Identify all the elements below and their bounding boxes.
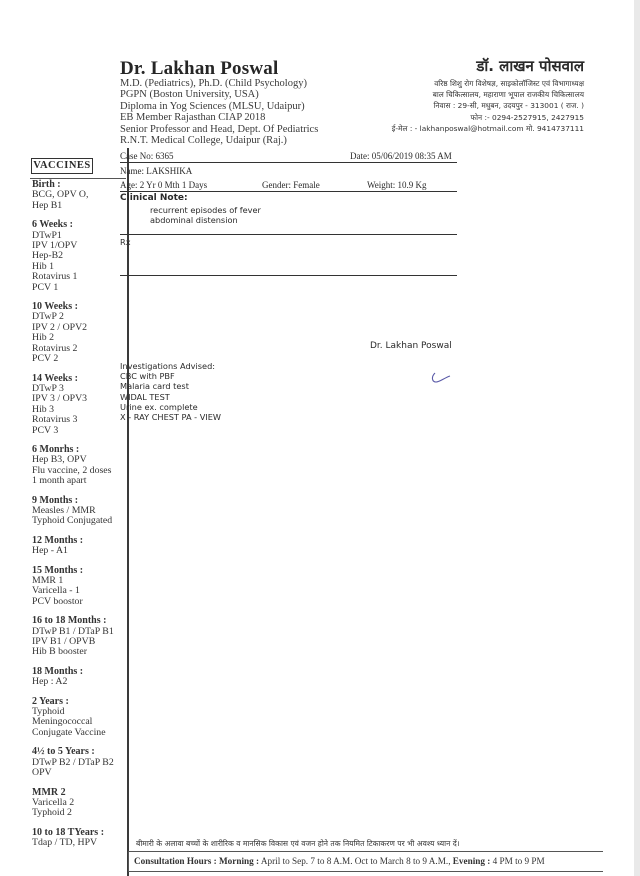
vaccine-group-heading: 14 Weeks : bbox=[32, 372, 78, 384]
vaccine-item: Typhoid bbox=[32, 706, 65, 718]
vaccine-item: Rotavirus 3 bbox=[32, 414, 78, 426]
vaccine-item: DTwP 2 bbox=[32, 311, 64, 323]
vaccine-item: Hep B1 bbox=[32, 199, 63, 211]
vaccine-item: Hib 3 bbox=[32, 403, 55, 415]
hindi-line: ई-मेल : - lakhanposwal@hotmail.com मो. 9414737111 bbox=[391, 123, 584, 133]
patient-weight: Weight: 10.9 Kg bbox=[367, 180, 427, 190]
vaccine-group bbox=[32, 302, 127, 364]
vaccine-item: DTwP 3 bbox=[32, 382, 64, 394]
vaccine-item: Hib B booster bbox=[32, 646, 87, 658]
vaccine-item: PCV boostor bbox=[32, 595, 83, 607]
vaccine-item: Varicella 2 bbox=[32, 796, 75, 808]
vaccine-item: PCV 2 bbox=[32, 353, 59, 365]
vaccine-group bbox=[32, 616, 127, 658]
patient-age: Age: 2 Yr 0 Mth 1 Days bbox=[120, 180, 208, 190]
vaccine-item: Rotavirus 1 bbox=[32, 271, 78, 283]
divider bbox=[120, 275, 457, 276]
investigation-item: X - RAY CHEST PA - VIEW bbox=[120, 412, 221, 423]
page-edge bbox=[634, 0, 640, 876]
vaccine-item: BCG, OPV O, bbox=[32, 189, 89, 201]
vaccine-group-heading: 6 Monrhs : bbox=[32, 443, 80, 455]
hindi-address-block bbox=[392, 78, 584, 134]
vaccine-item: MMR 1 bbox=[32, 575, 64, 586]
investigation-item: Urine ex. complete bbox=[120, 401, 198, 412]
patient-name: Name: LAKSHIKA bbox=[120, 166, 193, 176]
vaccine-group bbox=[32, 566, 127, 608]
vaccine-group-heading: Birth : bbox=[32, 179, 61, 190]
rx-label: Rx bbox=[120, 237, 131, 247]
vaccine-group bbox=[32, 180, 127, 211]
signature-name: Dr. Lakhan Poswal bbox=[370, 341, 452, 351]
hindi-line: बाल चिकित्सालय, महाराणा भूपाल राजकीय चिकित्सालय bbox=[432, 90, 584, 100]
credential-line: EB Member Rajasthan CIAP 2018 bbox=[120, 112, 266, 124]
evening-label: Evening : bbox=[452, 856, 491, 866]
vaccine-item: Flu vaccine, 2 doses bbox=[32, 464, 112, 476]
vaccine-schedule bbox=[32, 180, 127, 858]
vaccine-item: Hib 1 bbox=[32, 260, 55, 272]
vaccine-group-heading: 16 to 18 Months : bbox=[32, 615, 107, 627]
vaccine-group bbox=[32, 536, 127, 557]
vaccine-item: Rotavirus 2 bbox=[32, 342, 78, 354]
hindi-line: वरिष्ठ शिशु रोग विशेषज्ञ, साइकोलॉजिस्ट एवं विभागाध्यक्ष bbox=[434, 79, 584, 88]
vaccine-item: IPV B1 / OPVB bbox=[32, 636, 96, 648]
signature-mark bbox=[428, 368, 456, 388]
vaccine-item: DTwP B2 / DTaP B2 bbox=[32, 756, 114, 768]
vaccine-group bbox=[32, 220, 127, 293]
hindi-line: निवास : 29-सी, मधुबन, उदयपुर - 313001 ( राज. ) bbox=[433, 101, 584, 111]
credential-line: M.D. (Pediatrics), Ph.D. (Child Psychology) bbox=[120, 78, 307, 89]
investigations bbox=[120, 361, 221, 422]
case-number: Case No: 6365 bbox=[120, 151, 174, 161]
vaccine-item: DTwP B1 / DTaP B1 bbox=[32, 625, 114, 637]
investigation-item: WIDAL TEST bbox=[120, 391, 170, 402]
vaccine-item: Measles / MMR bbox=[32, 504, 96, 516]
vaccine-item: Typhoid 2 bbox=[32, 807, 72, 819]
vaccine-group-heading: MMR 2 bbox=[32, 786, 66, 798]
vaccine-item: Tdap / TD, HPV bbox=[32, 837, 98, 849]
vaccines-title: VACCINES bbox=[31, 158, 93, 174]
vaccine-group bbox=[32, 445, 127, 487]
evening-hours: 4 PM to 9 PM bbox=[492, 856, 545, 866]
vaccine-item: Hep : A2 bbox=[32, 676, 68, 688]
vaccine-group bbox=[32, 374, 127, 436]
vaccine-item: Hep B3, OPV bbox=[32, 454, 87, 466]
doctor-name-hindi: डॉ. लाखन पोसवाल bbox=[476, 57, 584, 75]
vaccine-item: Hep - A1 bbox=[32, 545, 68, 557]
vaccine-item: Meningococcal bbox=[32, 716, 93, 728]
vaccine-item: DTwP1 bbox=[32, 229, 62, 241]
doctor-name: Dr. Lakhan Poswal bbox=[120, 58, 279, 79]
vaccine-group bbox=[32, 788, 127, 819]
vaccine-group bbox=[32, 496, 127, 527]
vaccine-group-heading: 10 Weeks : bbox=[32, 301, 78, 313]
hours-label: Consultation Hours : Morning : bbox=[134, 856, 260, 866]
vaccine-item: Typhoid Conjugated bbox=[32, 515, 113, 527]
vaccine-group-heading: 4½ to 5 Years : bbox=[32, 746, 95, 758]
divider bbox=[120, 162, 457, 163]
investigation-item: Malaria card test bbox=[120, 381, 189, 392]
hindi-line: फोन :- 0294-2527915, 2427915 bbox=[470, 112, 584, 122]
credentials bbox=[120, 78, 318, 146]
vaccine-group-heading: 15 Months : bbox=[32, 564, 84, 576]
vaccine-item: IPV 1/OPV bbox=[32, 240, 78, 252]
vaccine-item: Hep-B2 bbox=[32, 250, 64, 262]
vaccine-item: Conjugate Vaccine bbox=[32, 726, 106, 738]
vaccine-group bbox=[32, 667, 127, 688]
credential-line: R.N.T. Medical College, Udaipur (Raj.) bbox=[120, 135, 287, 147]
vaccine-group-heading: 6 Weeks : bbox=[32, 219, 73, 231]
patient-gender: Gender: Female bbox=[262, 180, 320, 190]
vaccine-item: IPV 3 / OPV3 bbox=[32, 393, 88, 405]
vaccine-item: Varicella - 1 bbox=[32, 585, 80, 597]
vaccine-group-heading: 10 to 18 TYears : bbox=[32, 826, 105, 838]
clinical-note-line: abdominal distension bbox=[150, 215, 238, 225]
investigations-label: Investigations Advised: bbox=[120, 361, 216, 371]
clinical-note-label: Clinical Note: bbox=[120, 193, 188, 203]
vaccine-group-heading: 18 Months : bbox=[32, 665, 84, 677]
clinical-note-line: recurrent episodes of fever bbox=[150, 205, 261, 215]
vaccine-item: IPV 2 / OPV2 bbox=[32, 321, 88, 333]
vaccine-item: PCV 1 bbox=[32, 281, 59, 293]
vaccine-group bbox=[32, 697, 127, 739]
divider bbox=[120, 191, 457, 192]
vaccine-item: PCV 3 bbox=[32, 424, 59, 436]
vaccine-group-heading: 12 Months : bbox=[32, 534, 84, 546]
vaccine-group-heading: 2 Years : bbox=[32, 695, 69, 707]
morning-hours: April to Sep. 7 to 8 A.M. Oct to March 8 to 9 A.M., bbox=[260, 856, 451, 866]
case-date: Date: 05/06/2019 08:35 AM bbox=[350, 151, 452, 161]
clinical-notes bbox=[150, 205, 261, 225]
vaccine-group bbox=[32, 747, 127, 778]
investigation-item: CBC with PBF bbox=[120, 371, 175, 382]
vaccine-item: OPV bbox=[32, 767, 52, 779]
vaccine-item: 1 month apart bbox=[32, 475, 87, 487]
footer-hindi-note: बीमारी के अलावा बच्चों के शारीरिक व मानसिक विकास एवं वजन होने तक नियमित टिकाकरण पर भी अवश्य ध्यान दें। bbox=[136, 839, 460, 848]
vaccine-group-heading: 9 Months : bbox=[32, 494, 79, 506]
vaccine-item: Hib 2 bbox=[32, 332, 55, 344]
divider bbox=[120, 234, 457, 235]
credential-line: PGPN (Boston University, USA) bbox=[120, 89, 259, 101]
consultation-hours bbox=[134, 856, 545, 866]
credential-line: Senior Professor and Head, Dept. Of Pediatrics bbox=[120, 123, 319, 135]
credential-line: Diploma in Yog Sciences (MLSU, Udaipur) bbox=[120, 100, 305, 112]
vaccine-group bbox=[32, 828, 127, 849]
sidebar-divider bbox=[127, 148, 129, 876]
